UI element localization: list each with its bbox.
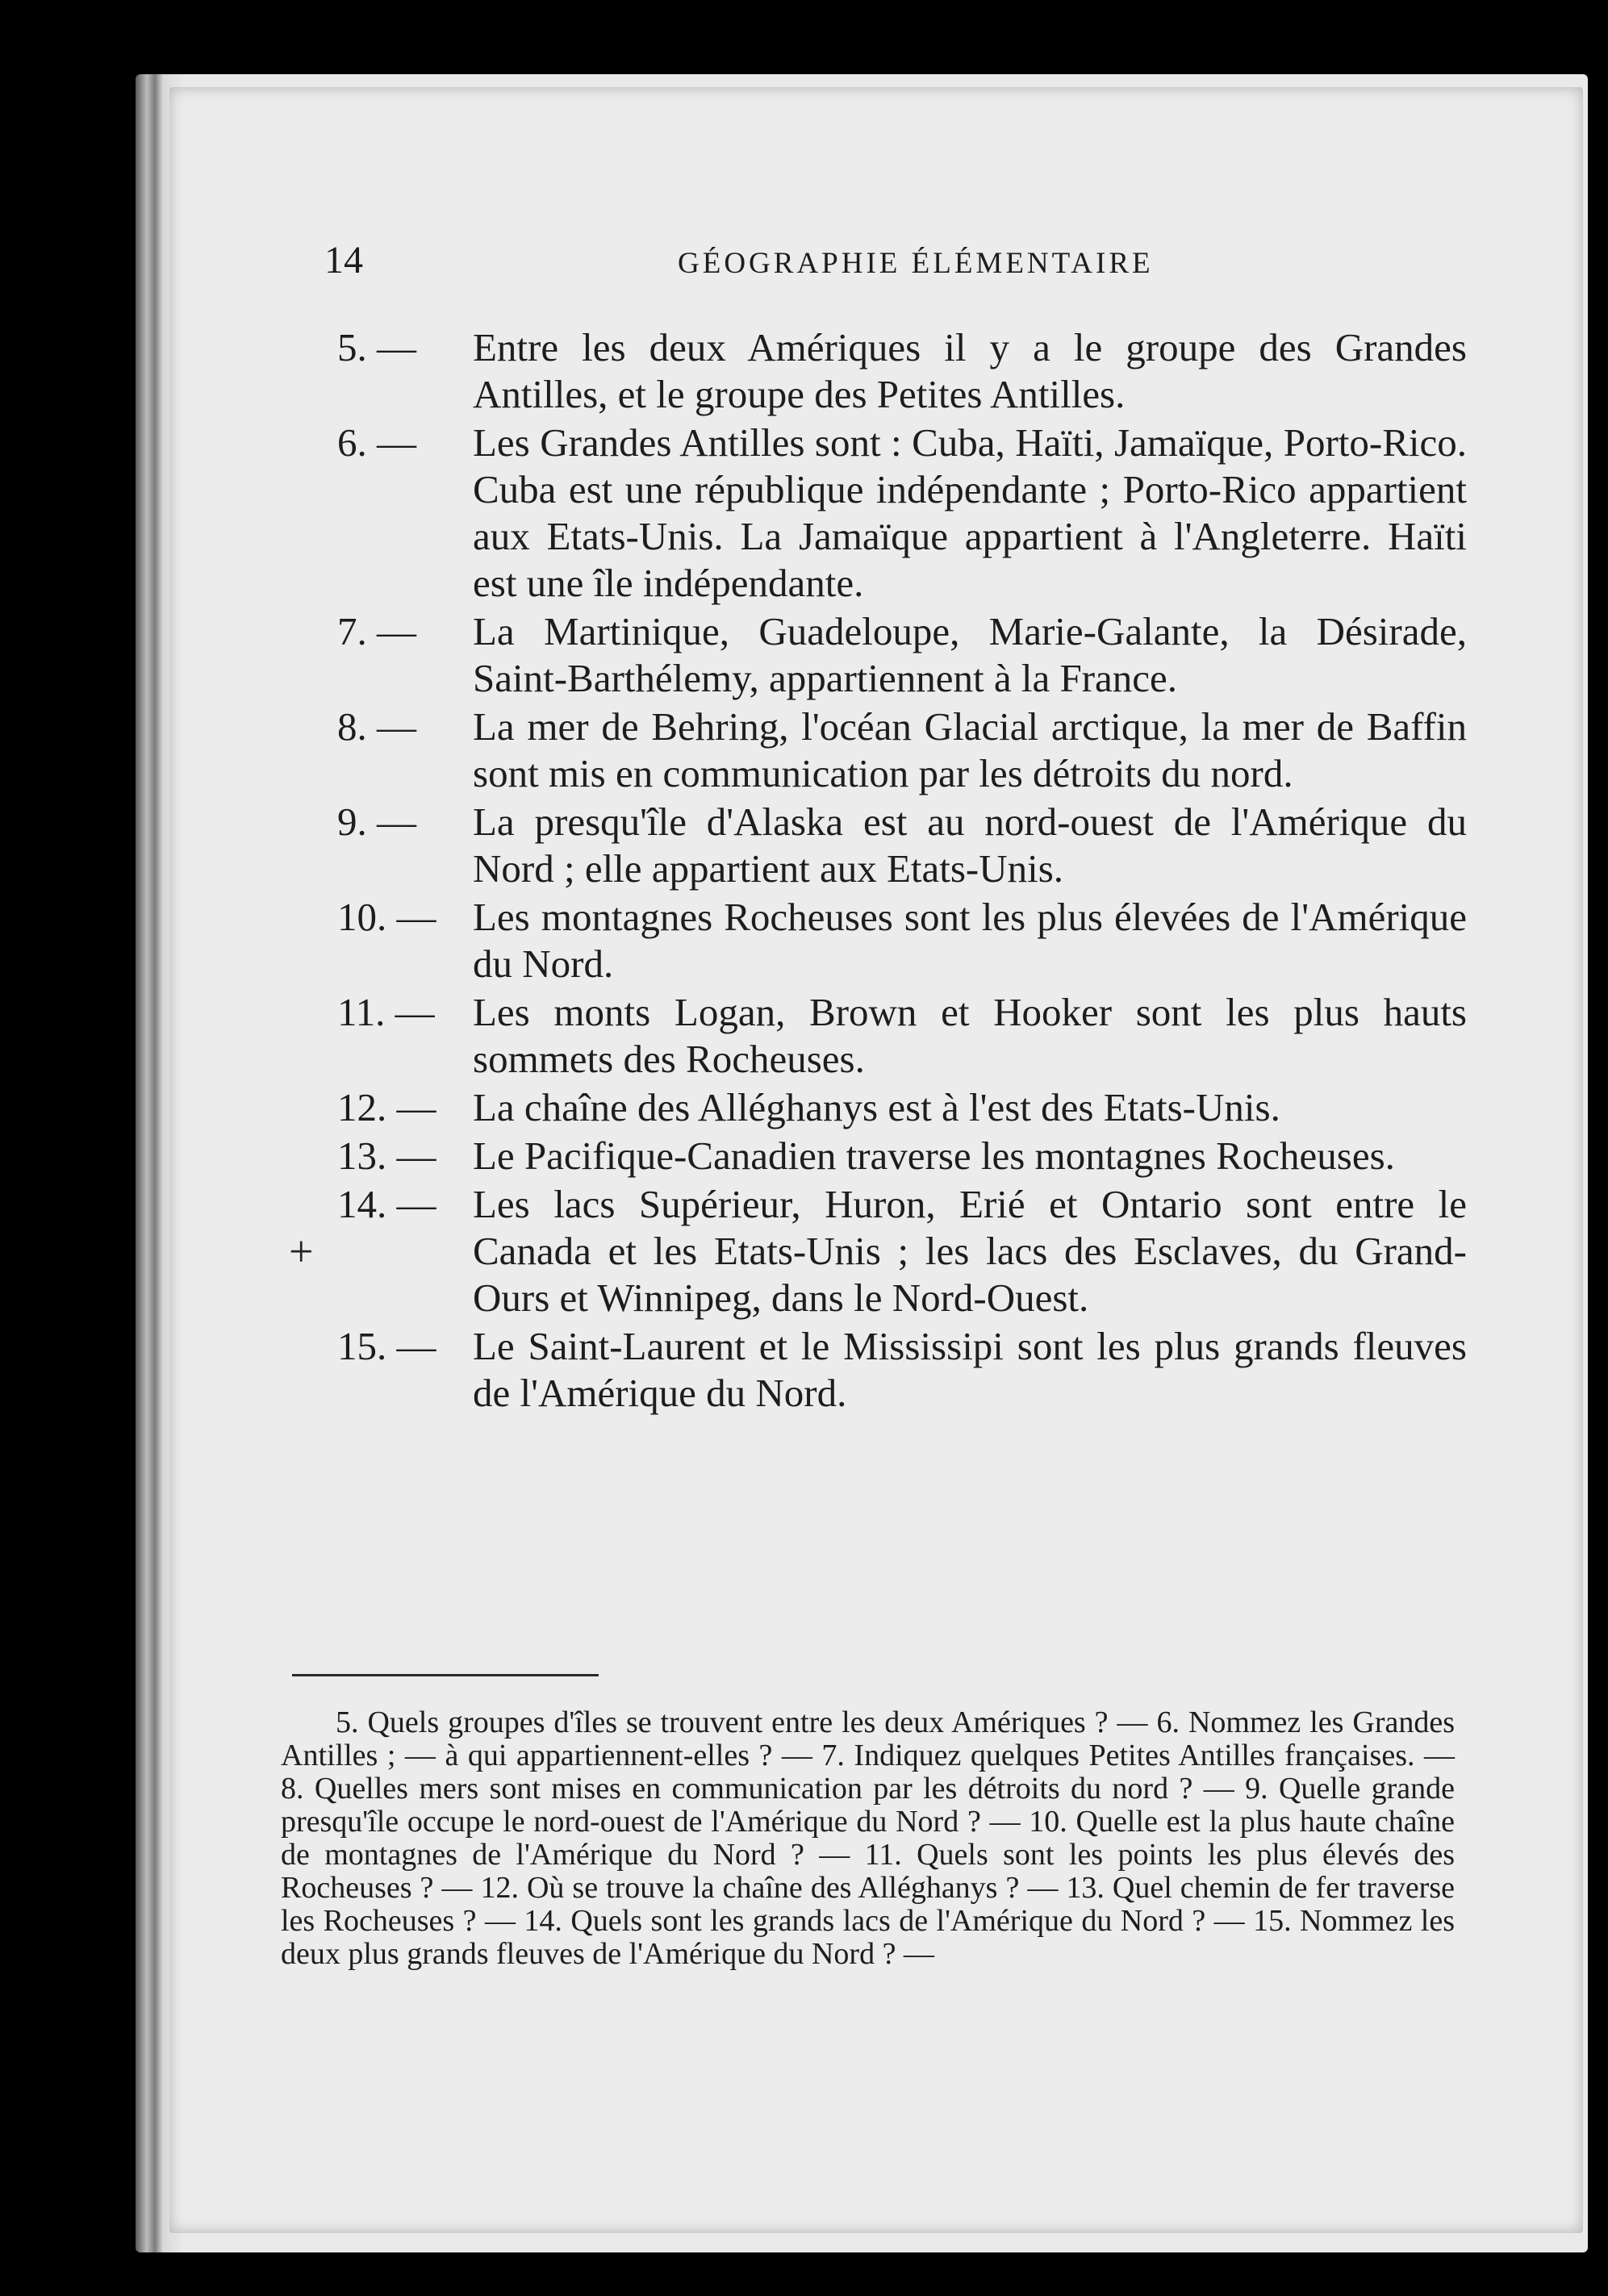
item-number: 9. — bbox=[337, 799, 416, 844]
list-item bbox=[337, 799, 1467, 892]
item-text: La mer de Behring, l'océan Glacial arctique, la mer de Baffin sont mis en communication par les détroits du nord. bbox=[473, 704, 1467, 795]
item-text: Les Grandes Antilles sont : Cuba, Haïti, Jamaïque, Porto-Rico. Cuba est une république indépendante ; Porto-Rico appartient aux Etats-Unis. La Jamaïque appartient à l'Angleterre. Haïti est une île indépendante. bbox=[473, 420, 1467, 605]
item-number: 5. — bbox=[337, 325, 416, 369]
item-number: 13. — bbox=[337, 1133, 436, 1178]
list-item bbox=[337, 1181, 1467, 1321]
list-item bbox=[337, 703, 1467, 797]
item-number: 8. — bbox=[337, 704, 416, 749]
item-number: 10. — bbox=[337, 895, 436, 939]
item-number: 15. — bbox=[337, 1324, 436, 1368]
item-text: Le Saint-Laurent et le Mississipi sont les plus grands fleuves de l'Amérique du Nord. bbox=[473, 1324, 1467, 1415]
item-text: La chaîne des Alléghanys est à l'est des Etats-Unis. bbox=[473, 1085, 1280, 1129]
item-text: Le Pacifique-Canadien traverse les montagnes Rocheuses. bbox=[473, 1133, 1395, 1178]
list-item bbox=[337, 608, 1467, 702]
item-text: La presqu'île d'Alaska est au nord-ouest de l'Amérique du Nord ; elle appartient aux Etats-Unis. bbox=[473, 799, 1467, 891]
item-number: 6. — bbox=[337, 420, 416, 465]
item-number: 14. — bbox=[337, 1182, 436, 1226]
list-item bbox=[337, 324, 1467, 418]
item-number: 11. — bbox=[337, 990, 435, 1034]
list-item bbox=[337, 1133, 1467, 1179]
item-text: Entre les deux Amériques il y a le groupe des Grandes Antilles, et le groupe des Petites Antilles. bbox=[473, 325, 1467, 416]
item-text: Les monts Logan, Brown et Hooker sont les plus hauts sommets des Rocheuses. bbox=[473, 990, 1467, 1081]
list-item bbox=[337, 894, 1467, 987]
footnote-questions: 5. Quels groupes d'îles se trouvent entre les deux Amériques ? — 6. Nommez les Grandes Antilles ; — à qui appartiennent-elles ? — 7. Indiquez quelques Petites Antilles françaises. — 8. Quelles mers sont mises en communication par les détroits du nord ? — 9. Quelle grande presqu'île occupe le nord-ouest de l'Amérique du Nord ? — 10. Quelle est la plus haute chaîne de montagnes de l'Amérique du Nord ? — 11. Quels sont les points les plus élevés des Rocheuses ? — 12. Où se trouve la chaîne des Alléghanys ? — 13. Quel chemin de fer traverse les Rocheuses ? — 14. Quels sont les grands lacs de l'Amérique du Nord ? — 15. Nommez les deux plus grands fleuves de l'Amérique du Nord ? — bbox=[281, 1705, 1455, 1971]
handwritten-cross-mark: + bbox=[289, 1227, 314, 1275]
page-number: 14 bbox=[324, 239, 363, 282]
list-item bbox=[337, 420, 1467, 607]
item-number: 12. — bbox=[337, 1085, 436, 1129]
numbered-list bbox=[337, 324, 1467, 1418]
item-text: La Martinique, Guadeloupe, Marie-Galante, la Désirade, Saint-Barthélemy, appartiennent à la France. bbox=[473, 609, 1467, 700]
item-number: 7. — bbox=[337, 609, 416, 653]
footnote-divider bbox=[292, 1674, 599, 1676]
item-text: Les montagnes Rocheuses sont les plus élevées de l'Amérique du Nord. bbox=[473, 895, 1467, 986]
running-head: GÉOGRAPHIE ÉLÉMENTAIRE bbox=[678, 247, 1154, 280]
list-item bbox=[337, 1084, 1467, 1131]
list-item bbox=[337, 989, 1467, 1083]
item-text: Les lacs Supérieur, Huron, Erié et Ontario sont entre le Canada et les Etats-Unis ; les lacs des Esclaves, du Grand-Ours et Winnipeg, dans le Nord-Ouest. bbox=[473, 1182, 1467, 1320]
list-item bbox=[337, 1323, 1467, 1417]
